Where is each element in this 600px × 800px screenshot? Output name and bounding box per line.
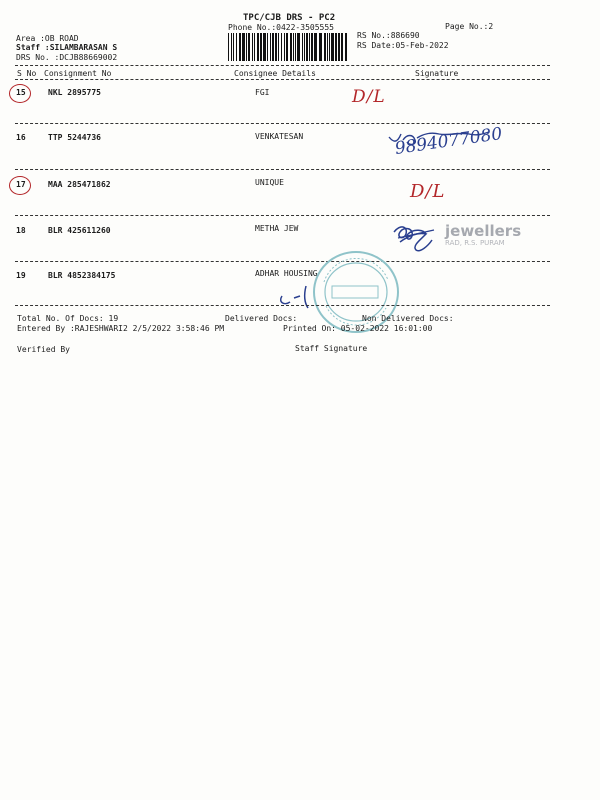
barcode <box>226 33 351 61</box>
row-sno: 17 <box>16 180 26 189</box>
divider <box>15 79 550 80</box>
row-sno: 15 <box>16 88 26 97</box>
rs-date: RS Date:05-Feb-2022 <box>357 41 449 50</box>
divider <box>15 305 550 306</box>
staff-name: Staff :SILAMBARASAN S <box>16 43 118 52</box>
handwritten-signature <box>276 282 326 312</box>
column-header-signature: Signature <box>415 69 459 78</box>
row-consignment: NKL 2895775 <box>48 88 101 97</box>
verified-by: Verified By <box>17 345 70 354</box>
printed-on: Printed On: 05-02-2022 16:01:00 <box>283 324 433 333</box>
non-delivered-docs: Non Delivered Docs: <box>362 314 454 323</box>
row-consignment: BLR 425611260 <box>48 226 111 235</box>
phone-number: Phone No.:0422-3505555 <box>228 23 334 32</box>
jewellers-stamp-subtext: RAD, R.S. PURAM <box>445 239 505 247</box>
document-title: TPC/CJB DRS - PC2 <box>243 13 336 23</box>
divider <box>15 261 550 262</box>
page-number: Page No.:2 <box>445 22 494 31</box>
column-header-sno: S No <box>17 69 37 78</box>
staff-signature: Staff Signature <box>295 344 368 353</box>
rs-number: RS No.:886690 <box>357 31 420 40</box>
row-sno: 16 <box>16 133 26 142</box>
row-consignment: TTP 5244736 <box>48 133 101 142</box>
delivered-docs: Delivered Docs: <box>225 314 298 323</box>
row-consignment: MAA 285471862 <box>48 180 111 189</box>
row-consignee: METHA JEW <box>255 224 299 233</box>
row-consignee: FGI <box>255 88 270 97</box>
row-signature: D/L <box>410 181 446 202</box>
row-sno: 18 <box>16 226 26 235</box>
row-consignment: BLR 4852384175 <box>48 271 116 280</box>
column-header-consignment: Consignment No <box>44 69 112 78</box>
jewellers-stamp-text: jewellers <box>445 222 522 240</box>
row-consignee: VENKATESAN <box>255 132 304 141</box>
divider <box>15 123 550 124</box>
column-header-consignee: Consignee Details <box>234 69 316 78</box>
divider <box>15 169 550 170</box>
drs-number: DRS No. :DCJB88669002 <box>16 53 118 62</box>
row-signature: 9894077080 <box>393 124 504 159</box>
row-consignee: UNIQUE <box>255 178 284 187</box>
divider <box>15 65 550 66</box>
total-docs: Total No. Of Docs: 19 <box>17 314 119 323</box>
row-sno: 19 <box>16 271 26 280</box>
row-signature: D/L <box>352 87 386 107</box>
area: Area :OB ROAD <box>16 34 79 43</box>
row-consignee: ADHAR HOUSING <box>255 269 318 278</box>
entered-by: Entered By :RAJESHWARI2 2/5/2022 3:58:46 PM <box>17 324 225 333</box>
divider <box>15 215 550 216</box>
